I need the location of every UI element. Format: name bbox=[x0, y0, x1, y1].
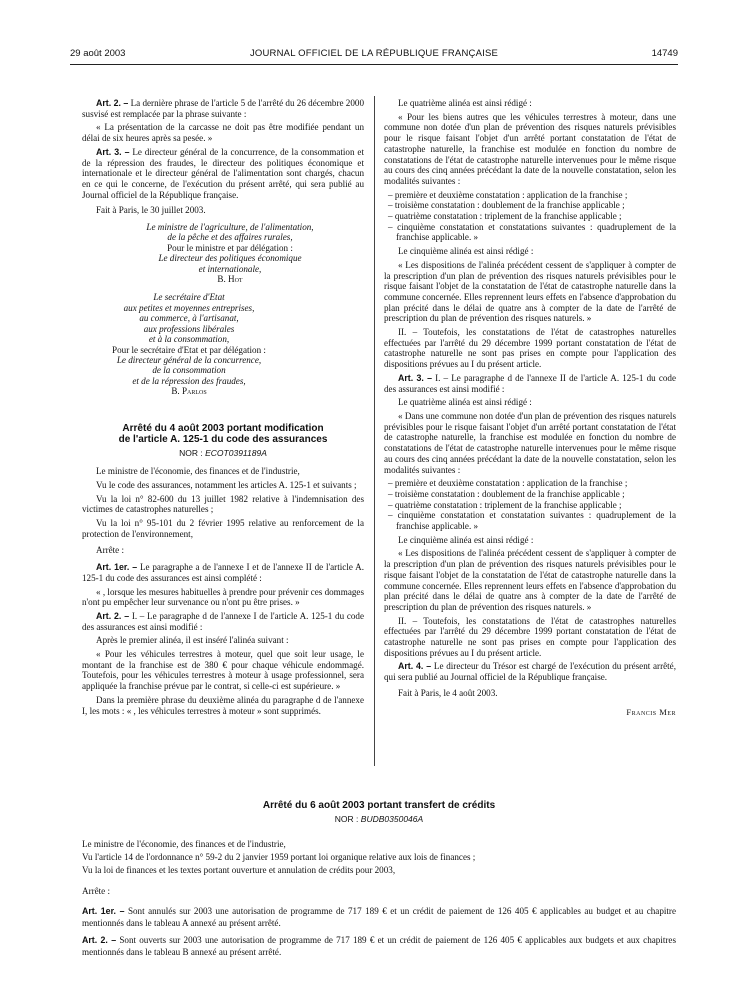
art1-paragraph: Art. 1er. – Le paragraphe a de l'annexe I et de l'annexe II de l'article A. 125-1 du code des assurances est ainsi complété : bbox=[82, 562, 364, 583]
page-header bbox=[70, 48, 678, 62]
art1-paragraph: Art. 1er. – Sont annulés sur 2003 une autorisation de programme de 717 189 € et un crédit de paiement de 126 405 € applicables au budget et au chapitre mentionnés dans le tableau A annexé au présent arrêté. bbox=[82, 906, 676, 929]
signer-name: Francis Mer bbox=[626, 706, 676, 717]
article-label: Art. 1er. – bbox=[82, 906, 125, 917]
article-label: Art. 1er. – bbox=[96, 562, 138, 573]
transfer-arrete bbox=[82, 800, 676, 960]
column-divider bbox=[374, 96, 375, 766]
arrete-title: Arrêté du 6 août 2003 portant transfert de crédits bbox=[262, 800, 496, 811]
visa: Vu la loi n° 82-600 du 13 juillet 1982 relative à l'indemnisation des victimes de catastrophes naturelles ; bbox=[82, 493, 364, 515]
quote-block: « Pour les biens autres que les véhicules terrestres à moteur, dans une commune non dotée d'un plan de prévention des risques naturels prévisibles pour le risque faisant l'objet d'un arrêté portant constatation de l'état de catastrophe naturelle, la franchise est modulée en fonction du nombre de constatations de l'état de catastrophe naturelle intervenues pour le même risque au cours des cinq années précédant la date de la nouvelle constatation, selon les modalités suivantes : bbox=[384, 111, 676, 186]
visa: Le ministre de l'économie, des finances et de l'industrie, bbox=[96, 466, 300, 477]
list-item: – troisième constatation : doublement de la franchise applicable ; bbox=[384, 489, 676, 500]
visa: Vu l'article 14 de l'ordonnance n° 59-2 du 2 janvier 1959 portant loi organique relative aux lois de finances ; bbox=[82, 852, 476, 863]
nor-reference: NOR : ECOT0391189A bbox=[179, 447, 267, 458]
list-item: – quatrième constatation : triplement de la franchise applicable ; bbox=[384, 211, 676, 222]
list-item: – première et deuxième constatation : application de la franchise ; bbox=[384, 478, 676, 489]
article-label: Art. 2. – bbox=[96, 610, 130, 621]
quote-block: « Les dispositions de l'alinéa précédent cessent de s'appliquer à compter de la prescription d'un plan de prévention des risques naturels prévisibles pour le risque faisant l'objet de la constatation de l'état de catastrophe naturelle dans la commune concernée. Elles reprennent leurs effets en l'absence d'approbation du plan précité dans le délai de quatre ans à compter de la date de l'arrêté de prescription du plan de prévention des risques naturels. » bbox=[384, 259, 676, 324]
article-label: Art. 2. – bbox=[96, 98, 129, 108]
visa: Vu le code des assurances, notamment les articles A. 125-1 et suivants ; bbox=[96, 479, 357, 490]
nor-reference: NOR : BUDB0350046A bbox=[334, 813, 424, 824]
quote-block: « Dans une commune non dotée d'un plan de prévention des risques naturels prévisibles pour le risque faisant l'objet d'un arrêté portant constatation de l'état de catastrophe naturelle, la franchise est modulée en fonction du nombre de constatations de l'état de catastrophe naturelle intervenues pour le même risque au cours des cinq années précédant la date de la nouvelle constatation, selon les modalités suivantes : bbox=[384, 410, 676, 475]
art3-paragraph: Art. 3. – I. – Le paragraphe d de l'annexe II de l'article A. 125-1 du code des assurances est ainsi modifié : bbox=[384, 372, 676, 394]
visa: Le ministre de l'économie, des finances et de l'industrie, bbox=[82, 839, 286, 850]
article-label: Art. 3. – bbox=[96, 146, 130, 157]
art2-quote: « La présentation de la carcasse ne doit pas être modifiée pendant un délai de six heures après sa pesée. » bbox=[82, 122, 364, 144]
left-column bbox=[82, 98, 364, 719]
visa: Vu la loi de finances et les textes portant ouverture et annulation de crédits pour 2003, bbox=[82, 864, 396, 875]
list-item: – cinquième constatation et constatation suivantes : quadruplement de la franchise applicable. » bbox=[384, 510, 676, 531]
art2-paragraph: Art. 2. – La dernière phrase de l'article 5 de l'arrêté du 26 décembre 2000 susvisé est remplacée par la phrase suivante : bbox=[82, 98, 364, 119]
art3-paragraph: Art. 3. – Le directeur général de la concurrence, de la consommation et de la répression des fraudes, le directeur des politiques économique et internationale et le directeur général de l'alimentation sont chargés, chacun en ce qui le concerne, de l'exécution du présent arrêté, qui sera publié au Journal officiel de la République française. bbox=[82, 146, 364, 200]
art2b-after: Après le premier alinéa, il est inséré l'alinéa suivant : bbox=[96, 635, 289, 646]
modalities-list bbox=[384, 478, 676, 532]
header-date: 29 août 2003 bbox=[70, 48, 126, 59]
art4-paragraph: Art. 4. – Le directeur du Trésor est chargé de l'exécution du présent arrêté, qui sera publié au Journal officiel de la République française. bbox=[384, 661, 676, 683]
article-label: Art. 2. – bbox=[82, 935, 117, 946]
list-item: – cinquième constatation et constatations suivantes : quadruplement de la franchise applicable. » bbox=[384, 222, 676, 243]
quote-block: « Les dispositions de l'alinéa précédent cessent de s'appliquer à compter de la prescription d'un plan de prévention des risques naturels prévisibles pour le risque faisant l'objet de la constatation de l'état de catastrophe naturelle dans la commune concernée. Elles reprennent leurs effets en l'absence d'approbation du plan précité dans le délai de quatre ans à compter de la date de l'arrêté de prescription du plan de prévention des risques naturels. » bbox=[384, 548, 676, 612]
journal-title: JOURNAL OFFICIEL DE LA RÉPUBLIQUE FRANÇAISE bbox=[249, 48, 499, 59]
header-rule bbox=[70, 64, 678, 65]
article-label: Art. 3. – bbox=[398, 372, 432, 383]
modalities-list bbox=[384, 190, 676, 244]
art2b-quote: « Pour les véhicules terrestres à moteur, quel que soit leur usage, le montant de la franchise est de 380 € pour chaque véhicule endommagé. Toutefois, pour les véhicules terrestres à moteur à usage professionnel, sera appliquée la franchise prévue par le contrat, si celle-ci est supérieure. » bbox=[82, 649, 364, 692]
list-item: – première et deuxième constatation : application de la franchise ; bbox=[384, 190, 676, 201]
signer-name: B. Parlos bbox=[171, 386, 207, 397]
signer-name: B. Hot bbox=[217, 274, 243, 285]
list-item: – quatrième constatation : triplement de la franchise applicable ; bbox=[384, 500, 676, 511]
signature-block-2: Le secrétaire d'Etat aux petites et moyennes entreprises, au commerce, à l'artisanat, aux professions libérales et à la consommation, Pour le secrétaire d'Etat et par délégation : Le directeur général de la concurrence, de la consommation et de la répression des fraudes, B. Parlos bbox=[82, 292, 282, 396]
page-number: 14749 bbox=[651, 48, 678, 59]
signature-block-1: Le ministre de l'agriculture, de l'alimentation, de la pêche et des affaires rurales, Pour le ministre et par délégation : Le directeur des politiques économique et internationale, B. Hot bbox=[82, 222, 364, 284]
done-at: Fait à Paris, le 30 juillet 2003. bbox=[96, 205, 206, 216]
arrete-word: Arrête : bbox=[96, 545, 125, 556]
visa: Vu la loi n° 95-101 du 2 février 1995 relative au renforcement de la protection de l'environnement, bbox=[82, 518, 364, 539]
article-label: Art. 4. – bbox=[398, 661, 432, 672]
done-at: Fait à Paris, le 4 août 2003. bbox=[398, 687, 498, 698]
art2b-last: Dans la première phrase du deuxième alinéa du paragraphe d de l'annexe I, les mots : « , les véhicules terrestres à moteur » sont supprimés. bbox=[82, 694, 364, 716]
list-item: – troisième constatation : doublement de la franchise applicable ; bbox=[384, 200, 676, 211]
right-column: Le quatrième alinéa est ainsi rédigé : « Pour les biens autres que les véhicules terrestres à moteur, dans une commune non dotée d'un plan de prévention des risques naturels prévisibles pour le risque faisant l'objet d'un arrêté portant constatation de l'état de catastrophe naturelle, la franchise est modulée en fonction du nombre de constatations de l'état de catastrophe naturelle intervenues pour le même risque au cours des cinq années précédant la date de la nouvelle constatation, selon les modalités suivantes : – première et deuxième constatation : application de la franchise ; – troisième constatation : doublement de la franchise applicable ; – quatrième constatation : triplement de la franchise applicable ; – cinquième constatation et constatations suivantes : quadruplement de la franchise applicable. » Le cinquième alinéa est ainsi rédigé : « Les dispositions de l'alinéa précédent cessent de s'appliquer à compter de la prescription d'un plan de prévention des risques naturels prévisibles pour le risque faisant l'objet de la constatation de l'état de catastrophe naturelle dans la commune concernée. Elles reprennent leurs effets en l'absence d'approbation du plan précité dans le délai de quatre ans à compter de la date de l'arrêté de prescription du plan de prévention des risques naturels. » II. – Toutefois, les constatations de l'état de catastrophes naturelles effectuées par l'arrêté du 29 décembre 1999 portant constatation de l'état de catastrophe naturelle ne sont pas prises en compte pour l'application des dispositions prévues au I du présent article. Art. 3. – I. – Le paragraphe d de l'annexe II de l'article A. 125-1 du code des assurances est ainsi modifié : Le quatrième alinéa est ainsi rédigé : « Dans une commune non dotée d'un plan de prévention des risques naturels prévisibles pour le risque faisant l'objet d'un arrêté portant constatation de l'état de catastrophe naturelle, la franchise est modulée en fonction du nombre de constatations de l'état de catastrophe naturelle intervenues pour le même risque au cours des cinq années précédant la date de la nouvelle constatation, selon les modalités suivantes : – première et deuxième constatation : application de la franchise ; – troisième constatation : doublement de la franchise applicable ; – quatrième constatation : triplement de la franchise applicable ; – cinquième constatation et constatation suivantes : quadruplement de la franchise applicable. » Le cinquième alinéa est ainsi rédigé : « Les dispositions de l'alinéa précédent cessent de s'appliquer à compter de la prescription d'un plan de prévention des risques naturels prévisibles pour le risque faisant l'objet de la constatation de l'état de catastrophe naturelle dans la commune concernée. Elles reprennent leurs effets en l'absence d'approbation du plan précité dans le délai de quatre ans à compter de la date de l'arrêté de prescription du plan de prévention des risques naturels. » II. – Toutefois, les constatations de l'état de catastrophes naturelles effectuées par l'arrêté du 29 décembre 1999 portant constatation de l'état de catastrophe naturelle ne sont pas prises en compte pour l'application des dispositions prévues au I du présent article. Art. 4. – Le directeur du Trésor est chargé de l'exécution du présent arrêté, qui sera publié au Journal officiel de la République française. Fait à Paris, le 4 août 2003. Francis Mer bbox=[384, 98, 676, 717]
art2b-paragraph: Art. 2. – I. – Le paragraphe d de l'annexe I de l'article A. 125-1 du code des assurances est ainsi modifié : bbox=[82, 610, 364, 632]
arrete-title: Arrêté du 4 août 2003 portant modification de l'article A. 125-1 du code des assurances bbox=[118, 422, 328, 446]
art2-paragraph: Art. 2. – Sont ouverts sur 2003 une autorisation de programme de 717 189 € et un crédit de paiement de 126 405 € applicables aux budgets et aux chapitres mentionnés dans le tableau B annexé au présent arrêté. bbox=[82, 935, 676, 957]
art1-quote: « , lorsque les mesures habituelles à prendre pour prévenir ces dommages n'ont pu empêcher leur survenance ou n'ont pu être prises. » bbox=[82, 586, 364, 608]
arrete-word: Arrête : bbox=[82, 885, 111, 896]
